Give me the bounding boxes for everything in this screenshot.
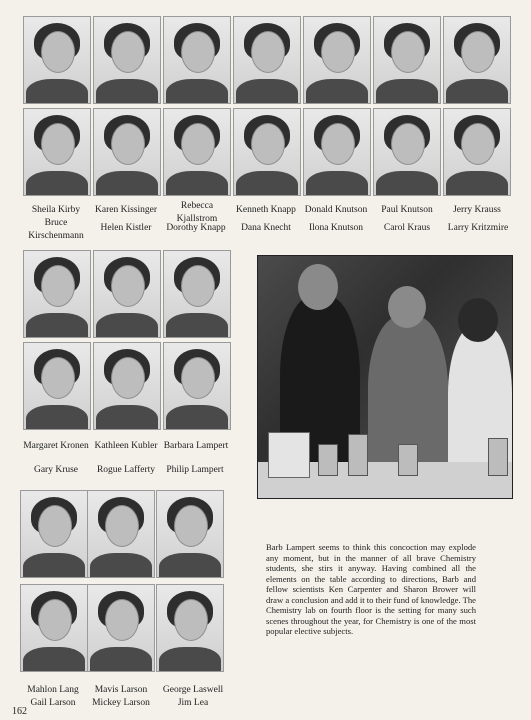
portrait xyxy=(23,250,91,338)
portrait xyxy=(87,584,155,672)
caption-name: Mickey Larson xyxy=(92,698,150,708)
caption-name: Margaret Kronen xyxy=(23,441,89,451)
caption-name: Sheila Kirby xyxy=(31,205,81,215)
caption-name: George Laswell xyxy=(162,685,224,695)
chemistry-lab-photo xyxy=(257,255,513,499)
portrait xyxy=(303,16,371,104)
caption-name: Jerry Krauss xyxy=(453,205,501,215)
portrait xyxy=(20,490,88,578)
caption-name: Dorothy Knapp xyxy=(166,223,226,233)
page-number: 162 xyxy=(12,706,27,717)
caption-name: Mahlon Lang xyxy=(27,685,79,695)
caption-name: Philip Lampert xyxy=(166,465,224,475)
portrait xyxy=(233,16,301,104)
caption-name: Paul Knutson xyxy=(381,205,433,215)
portrait xyxy=(93,16,161,104)
caption-name: Gary Kruse xyxy=(33,465,79,475)
caption-name: Donald Knutson xyxy=(304,205,368,215)
portrait xyxy=(23,16,91,104)
caption-name: Karen Kissinger xyxy=(95,205,157,215)
caption-name: Helen Kistler xyxy=(100,223,152,233)
caption-name: Barbara Lampert xyxy=(163,441,229,451)
portrait xyxy=(373,108,441,196)
portrait xyxy=(443,16,511,104)
caption-name: Mavis Larson xyxy=(94,685,148,695)
caption-name: Larry Kritzmire xyxy=(447,223,509,233)
portrait xyxy=(23,342,91,430)
photo-caption-story: Barb Lampert seems to think this concoction may explode any moment, but in the manner of all brave Chemistry students, she stirs it anyway. Having combined all the elements on the table according to directions, Barb and fellow scientists Ken Carpenter and Sharon Brower will draw a conclusion and add it to their fund of knowledge. The Chemistry lab on fourth floor is the setting for many such scenes throughout the year, for Chemistry is one of the most popular elective subjects. xyxy=(266,542,476,636)
portrait xyxy=(163,108,231,196)
beaker xyxy=(348,434,368,476)
beaker xyxy=(318,444,338,476)
portrait xyxy=(163,16,231,104)
portrait xyxy=(156,584,224,672)
paint-can xyxy=(268,432,310,478)
caption-name: Dana Knecht xyxy=(241,223,291,233)
caption-name: Carol Kraus xyxy=(383,223,431,233)
portrait xyxy=(87,490,155,578)
portrait xyxy=(20,584,88,672)
beaker xyxy=(398,444,418,476)
caption-name: Rebecca Kjallstrom xyxy=(176,201,218,224)
caption-name: Jim Lea xyxy=(177,698,209,708)
portrait xyxy=(23,108,91,196)
caption-name: Gail Larson xyxy=(30,698,76,708)
caption-name: Kathleen Kubler xyxy=(94,441,158,451)
caption-name: Kenneth Knapp xyxy=(236,205,296,215)
caption-name: Bruce Kirschenmann xyxy=(28,218,84,241)
portrait xyxy=(163,250,231,338)
caption-name: Ilona Knutson xyxy=(308,223,364,233)
portrait xyxy=(373,16,441,104)
caption-name: Rogue Lafferty xyxy=(96,465,156,475)
portrait xyxy=(156,490,224,578)
portrait xyxy=(93,342,161,430)
beaker xyxy=(488,438,508,476)
student-head xyxy=(458,298,498,342)
student-head xyxy=(388,286,426,328)
portrait xyxy=(443,108,511,196)
student-head xyxy=(298,264,338,310)
portrait xyxy=(93,108,161,196)
portrait xyxy=(93,250,161,338)
portrait xyxy=(233,108,301,196)
portrait xyxy=(163,342,231,430)
portrait xyxy=(303,108,371,196)
